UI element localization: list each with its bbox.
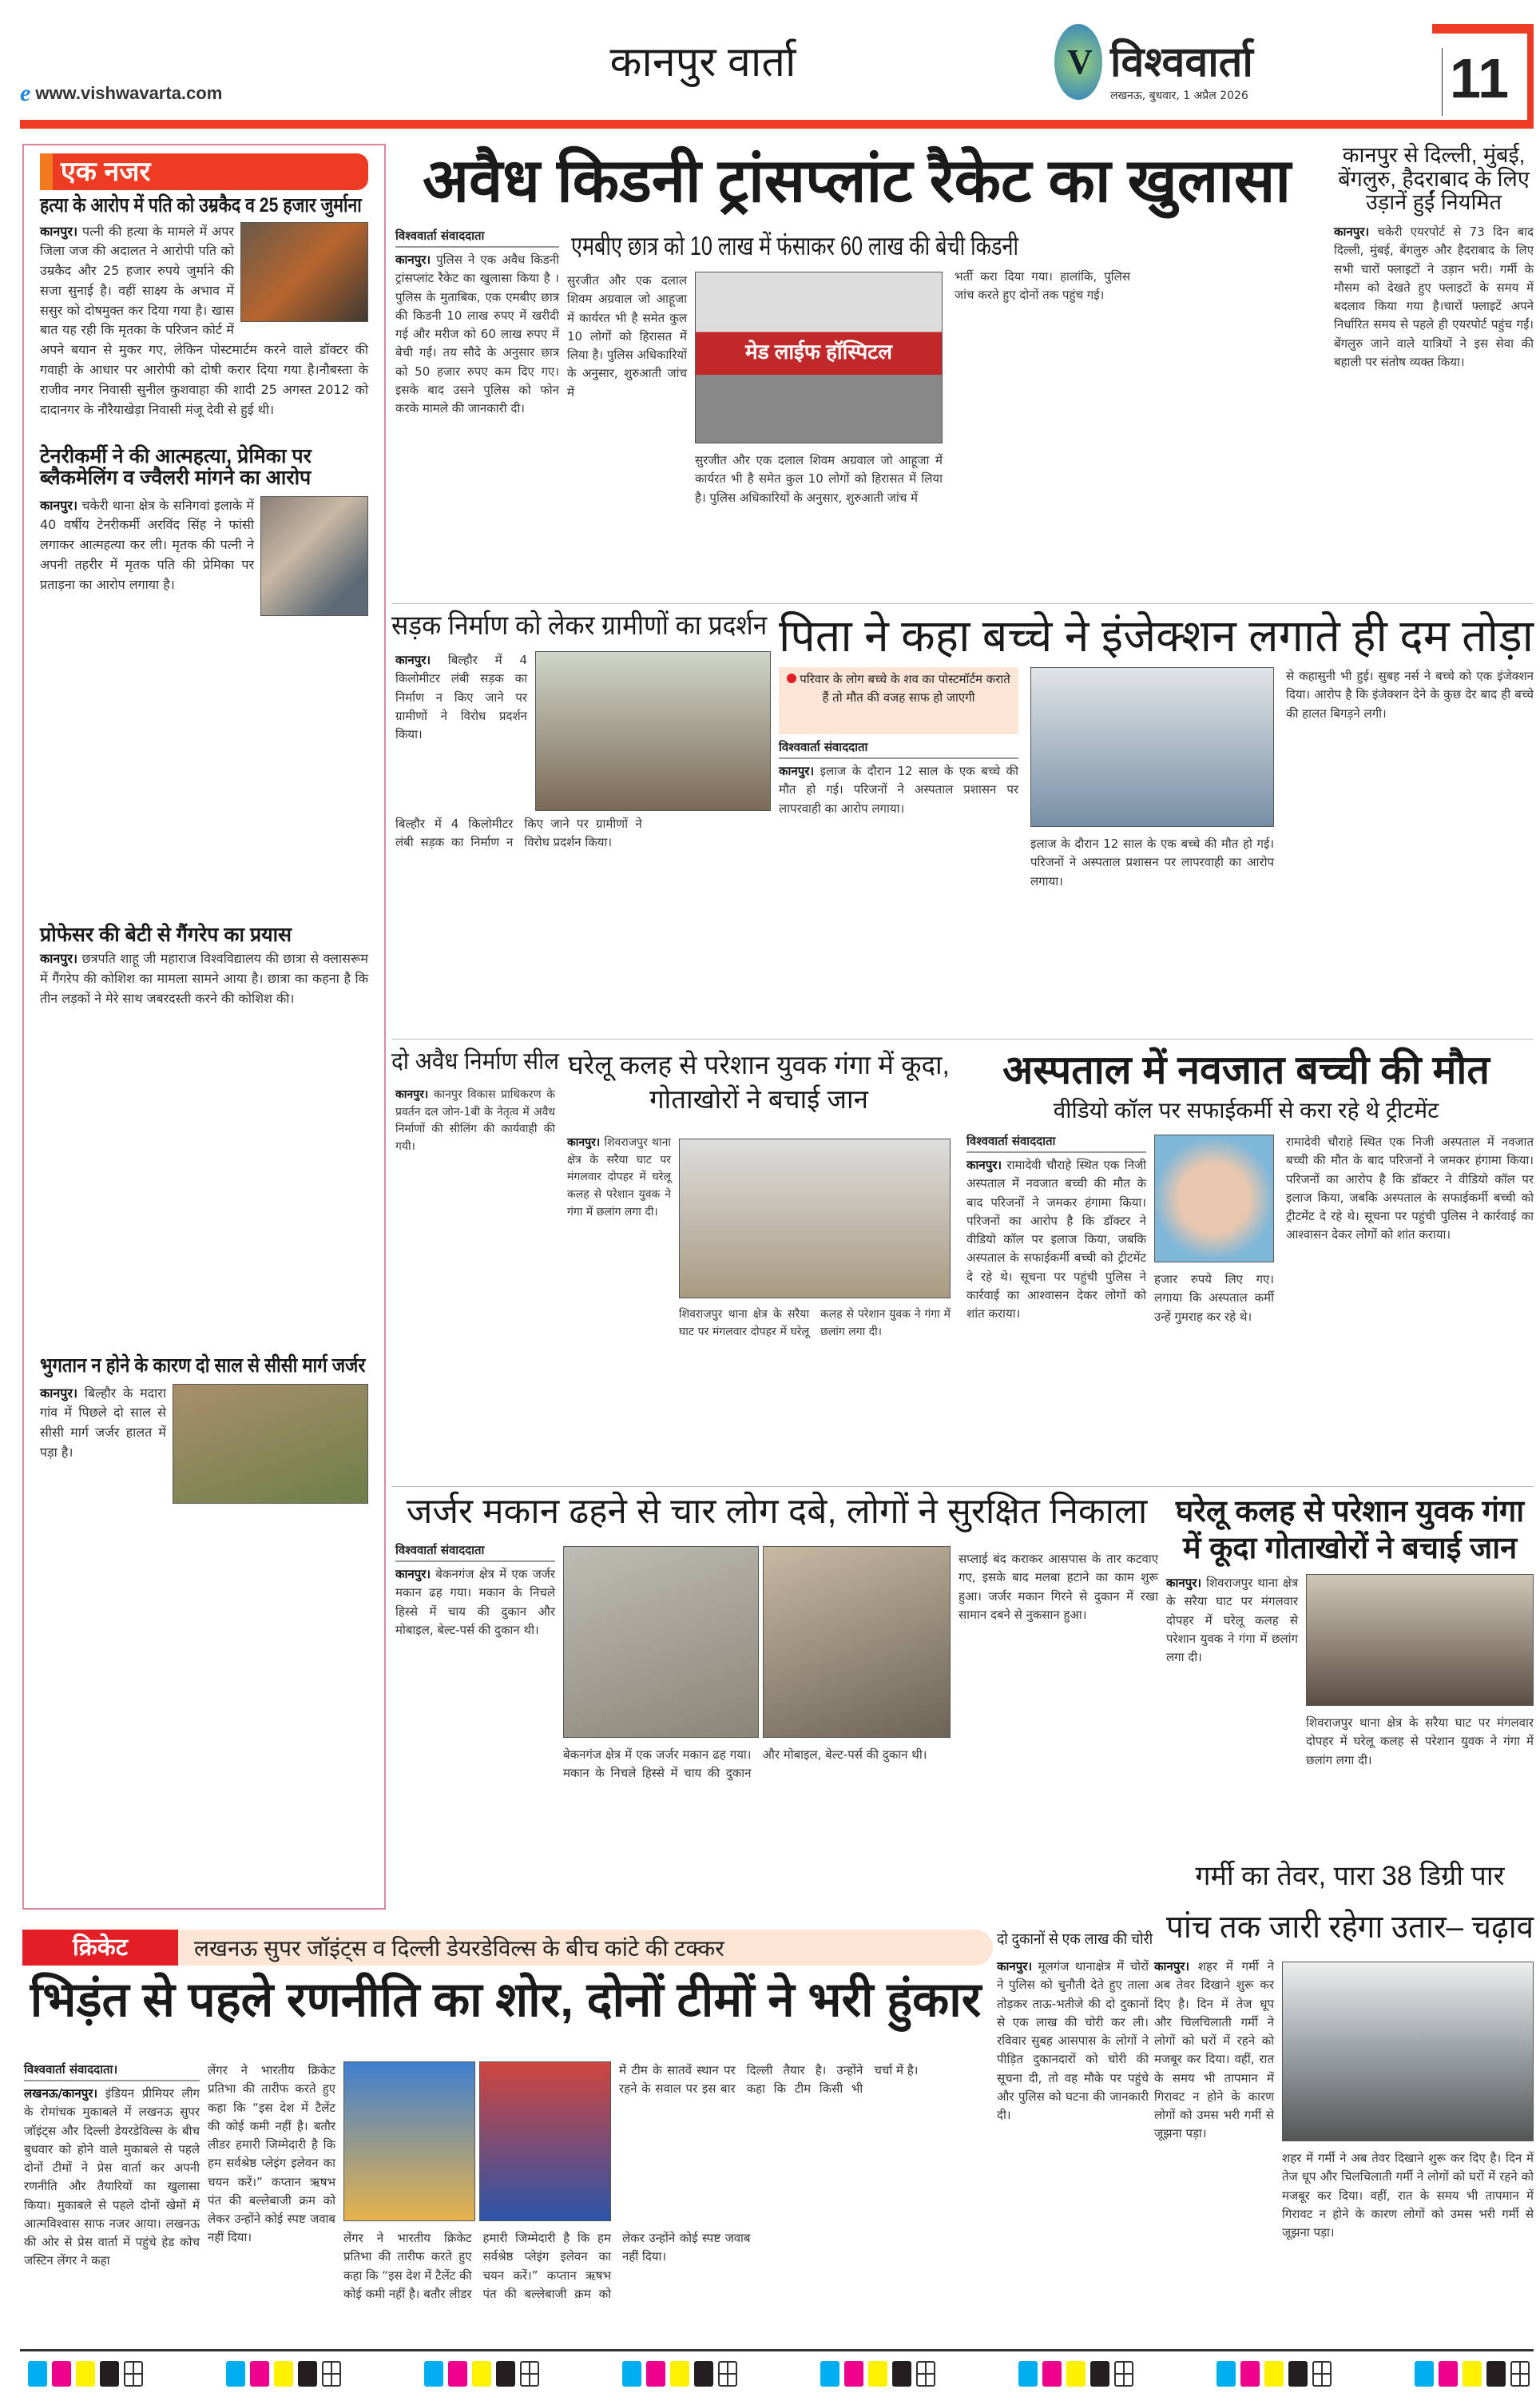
weather-subheadline: पांच तक जारी रहेगा उतार– चढ़ाव (1166, 1910, 1534, 1945)
brand-name: विश्ववार्ता (1110, 39, 1253, 85)
registration-cross-icon (1312, 2361, 1332, 2387)
cricket-col4: में टीम के सातवें स्थान पर रहने के सवाल पर इस बार दिल्ली तैयार है। उन्होंने कहा कि टीम किसी भी चर्चा में है। (619, 2063, 919, 2097)
color-registration-mark (424, 2361, 539, 2387)
website-link[interactable]: e www.vishwavarta.com (20, 80, 223, 106)
seal-headline[interactable]: दो अवैध निर्माण सील (391, 1048, 559, 1075)
cricket-strap: लखनऊ सुपर जॉइंट्स व दिल्ली डेयरडेविल्स के बीच कांटे की टक्कर (194, 1935, 724, 1961)
newborn-photo (1154, 1135, 1274, 1262)
color-swatch (868, 2361, 887, 2387)
sidebar-story-1[interactable]: हत्या के आरोप में पति को उम्रकैद व 25 हजार जुर्माना कानपुर। पत्नी की हत्या के मामले में अपर जिला जज की अदालत ने आरोपी पति को उम्रकैद और 25 हजार रुपये जुर्माने की सजा सुनाई है। वहीं साक्ष्य के अभाव में ससुर को दोषमुक्त कर दिया गया है। खास बात यह रही कि मृतका के परिजन कोर्ट में अपने बयान से मुकर गए, लेकिन पोस्टमार्टम करने वाले डॉक्टर की गवाही के आधार पर आरोपी को दोषी करार दिया गया है।नौबस्ता के राजीव नगर निवासी सुनील कुशवाहा की शादी 25 अगस्त 2012 को दादानगर के नौरैयाखेड़ा निवासी मंजू देवी से हुई थी। (40, 194, 368, 417)
theft-body: कानपुर। मूलगंज थानाक्षेत्र में चोरों ने पुलिस को चुनौती देते हुए ताला तोड़कर ताऊ-भतीजे की दो दुकानों से एक लाख की चोरी कर ली। रविवार सुबह आसपास के लोगों ने पीड़ित दुकानदारों को चोरी की सूचना दी, तो वह मौके पर पहुंचे और पुलिस को घटना की जानकारी दी। (997, 1959, 1149, 2122)
color-registration-mark (1018, 2361, 1133, 2387)
color-registration-mark (1217, 2361, 1332, 2387)
registration-cross-icon (916, 2361, 935, 2387)
color-swatch (76, 2361, 95, 2387)
color-swatch (448, 2361, 467, 2387)
bullet-icon (787, 674, 796, 683)
newborn-col1: विश्ववार्ता संवाददाता कानपुर। रामादेवी चौराहे स्थित एक निजी अस्पताल में नवजात बच्ची की मौत के बाद परिजनों ने जमकर हंगामा किया। परिजनों का आरोप है कि डॉक्टर ने वीडियो कॉल पर इलाज किया, जबकि अस्पताल के सफाईकर्मी बच्ची को ट्रीटमेंट दे रहे थे। सूचना पर पहुंची पुलिस ने कार्रवाई का आश्वासन देकर लोगों को शांत कराया। (966, 1134, 1146, 1321)
color-swatch (472, 2361, 491, 2387)
cricket-col1: विश्ववार्ता संवाददाता। लखनऊ/कानपुर। इंडियन प्रीमियर लीग के रोमांचक मुकाबले में लखनऊ सुपर जॉइंट्स और दिल्ली डेयरडेविल्स के बीच बुधवार को होने वाले मुकाबले से पहले दोनों टीमों ने प्रेस वार्ता कर अपनी रणनीति और तैयारियों का खुलासा किया। मुकाबले से पहले दोनों खेमों में आत्मविश्वास साफ नजर आया। लखनऊ की ओर से प्रेस वार्ता में पहुंचे हेड कोच जस्टिन लेंगर ने कहा (24, 2062, 200, 2268)
ganga2-body-cont: शिवराजपुर थाना क्षेत्र के सरैया घाट पर मंगलवार दोपहर में घरेलू कलह से परेशान युवक ने गंगा में छलांग लगा दी। (1306, 1715, 1534, 1767)
hospital-photo: मेड लाईफ हॉस्पिटल (695, 272, 943, 443)
color-swatch (1264, 2361, 1284, 2387)
ganga-body-cont: शिवराजपुर थाना क्षेत्र के सरैया घाट पर मंगलवार दोपहर में घरेलू कलह से परेशान युवक ने गंगा में छलांग लगा दी। (679, 1308, 951, 1338)
airport-story[interactable]: कानपुर से दिल्ली, मुंबई, बेंगलुरु, हैदराबाद के लिए उड़ानें हुईं नियमित कानपुर। चकेरी एयरपोर्ट से 73 दिन बाद दिल्ली, मुंबई, बेंगलुरु और हैदराबाद के लिए सभी चारों फ्लाइटों ने उड़ान भरी। गर्मी के मौसम को देखते हुए फ्लाइटों के समय में बदलाव किया गया है।चारों फ्लाइटें अपने निर्धारित समय से पहले ही एयरपोर्ट पहुंच गईं। बेंगलुरु जाने वाले यात्रियों ने इस सेवा की बहाली पर संतोष व्यक्त किया। (1334, 143, 1534, 369)
page-number: 11 (1450, 47, 1509, 109)
sidebar-story-2[interactable]: टेनरीकर्मी ने की आत्महत्या, प्रेमिका पर ब्लैकमेलिंग व ज्वैलरी मांगने का आरोप कानपुर। चकेरी थाना क्षेत्र के सनिगवां इलाके में 40 वर्षीय टेनरीकर्मी अरविंद सिंह ने फांसी लगाकर आत्महत्या कर ली। मृतक की पत्नी ने अपनी तहरीर में मृतक पति की प्रेमिका पर प्रताड़ना का आरोप लगाया है। (40, 446, 368, 920)
road-body: कानपुर। बिल्हौर में 4 किलोमीटर लंबी सड़क का निर्माण न किए जाने पर ग्रामीणों ने विरोध प्रदर्शन किया। (395, 653, 527, 741)
color-swatch (1486, 2361, 1506, 2387)
cricket-col3: लेंगर ने भारतीय क्रिकेट प्रतिभा की तारीफ करते हुए कहा कि “इस देश में टैलेंट की कोई कमी नहीं है। बतौर लीडर हमारी जिम्मेदारी है कि हम सर्वश्रेष्ठ प्लेइंग इलेवन का चयन करें।” कप्तान ऋषभ पंत की बल्लेबाजी क्रम को लेकर उन्होंने कोई स्पष्ट जवाब नहीं दिया। (343, 2231, 751, 2301)
color-swatch (1240, 2361, 1260, 2387)
weather-body-cont: शहर में गर्मी ने अब तेवर दिखाने शुरू कर दिए है। दिन में तेज धूप और चिलचिलाती गर्मी ने लोगों को घरों में रहने को मजबूर कर दिया। वहीं, रात के समय भी तापमान में गिरावट न होने के कारण लोगों को उमस भरी गर्मी से जूझना पड़ा। (1282, 2151, 1534, 2240)
color-registration-mark (820, 2361, 935, 2387)
divider (391, 1486, 1534, 1487)
collapse-col3: सप्लाई बंद कराकर आसपास के तार कटवाए गए, इसके बाद मलबा हटाने का काम शुरू हुआ। जर्जर मकान गिरने से दुकान में रखा सामान दबने से नुकसान हुआ। (959, 1552, 1158, 1622)
color-swatch (496, 2361, 515, 2387)
lead-body-col3: भर्ती करा दिया गया। हालांकि, पुलिस जांच करते हुए दोनों तक पहुंच गई। (955, 269, 1130, 303)
color-swatch (844, 2361, 863, 2387)
lead-headline[interactable]: अवैध किडनी ट्रांसप्लांट रैकेट का खुलासा (422, 147, 1292, 215)
color-registration-mark (226, 2361, 341, 2387)
v-logo-icon: V (1067, 42, 1093, 81)
injection-col2: इलाज के दौरान 12 साल के एक बच्चे की मौत हो गई। परिजनों ने अस्पताल प्रशासन पर लापरवाही का आरोप लगाया। (1030, 837, 1274, 888)
lead-subheadline: एमबीए छात्र को 10 लाख में फंसाकर 60 लाख की बेची किडनी (571, 231, 1019, 260)
color-swatch (1288, 2361, 1308, 2387)
color-registration-mark (622, 2361, 737, 2387)
registration-cross-icon (322, 2361, 341, 2387)
color-swatch (250, 2361, 269, 2387)
collapse-col2: बेकनगंज क्षेत्र में एक जर्जर मकान ढह गया। मकान के निचले हिस्से में चाय की दुकान और मोबाइल, बेल्ट-पर्स की दुकान थी। (563, 1747, 927, 1781)
color-swatch (1042, 2361, 1062, 2387)
color-swatch (1018, 2361, 1038, 2387)
print-color-marks (28, 2361, 1530, 2387)
color-swatch (892, 2361, 911, 2387)
color-swatch (694, 2361, 713, 2387)
theft-headline[interactable]: दो दुकानों से एक लाख की चोरी (997, 1931, 1153, 1948)
browser-e-icon: e (20, 80, 31, 106)
weather-body: कानपुर। शहर में गर्मी ने अब तेवर दिखाने शुरू कर दिए है। दिन में तेज धूप और चिलचिलाती गर्मी ने लोगों को घरों में रहने को मजबूर कर दिया। वहीं, रात के समय भी तापमान में गिरावट न होने के कारण लोगों को उमस भरी गर्मी से जूझना पड़ा। (1154, 1959, 1274, 2141)
color-swatch (424, 2361, 443, 2387)
protest-photo (535, 651, 771, 811)
newborn-headline[interactable]: अस्पताल में नवजात बच्ची की मौत (1002, 1047, 1490, 1092)
divider (1442, 48, 1443, 116)
player-photo (479, 2061, 611, 2221)
coach-photo (343, 2061, 475, 2221)
deceased-photo (260, 496, 368, 616)
cricket-col2: लेंगर ने भारतीय क्रिकेट प्रतिभा की तारीफ करते हुए कहा कि “इस देश में टैलेंट की कोई कमी नहीं है। बतौर लीडर हमारी जिम्मेदारी है कि हम सर्वश्रेष्ठ प्लेइंग इलेवन का चयन करें।” कप्तान ऋषभ पंत की बल्लेबाजी क्रम को लेकर उन्होंने कोई स्पष्ट जवाब नहीं दिया। (208, 2063, 335, 2245)
ganga2-headline[interactable]: घरेलू कलह से परेशान युवक गंगा में कूदा गोताखोरों ने बचाई जान (1175, 1495, 1525, 1565)
color-swatch (1066, 2361, 1086, 2387)
cricket-tag: क्रिकेट (22, 1930, 178, 1966)
street-photo (1282, 1962, 1534, 2141)
road-body-cont: बिल्हौर में 4 किलोमीटर लंबी सड़क का निर्माण न किए जाने पर ग्रामीणों ने विरोध प्रदर्शन किया। (395, 817, 642, 850)
color-swatch (52, 2361, 71, 2387)
sidebar-label: एक नजर (40, 153, 368, 190)
color-swatch (1463, 2361, 1482, 2387)
color-swatch (646, 2361, 665, 2387)
color-swatch (28, 2361, 47, 2387)
divider (391, 1039, 1534, 1040)
hospital-ward-photo (1030, 667, 1274, 827)
police-photo (1306, 1574, 1534, 1706)
sidebar-story-4[interactable]: भुगतान न होने के कारण दो साल से सीसी मार्ग जर्जर कानपुर। बिल्हौर के मदारा गांव में पिछले दो साल से सीसी मार्ग जर्जर हालत में पड़ा है। (40, 1355, 368, 1648)
collapse-headline[interactable]: जर्जर मकान ढहने से चार लोग दबे, लोगों ने सुरक्षित निकाला (406, 1492, 1148, 1531)
color-registration-mark (1415, 2361, 1530, 2387)
registration-cross-icon (520, 2361, 539, 2387)
color-swatch (1415, 2361, 1434, 2387)
ganga-photo (679, 1139, 951, 1298)
header-rule (20, 120, 1534, 129)
injection-col1: विश्ववार्ता संवाददाता कानपुर। इलाज के दौरान 12 साल के एक बच्चे की मौत हो गई। परिजनों ने अस्पताल प्रशासन पर लापरवाही का आरोप लगाया। (779, 740, 1018, 816)
dateline: लखनऊ, बुधवार, 1 अप्रैल 2026 (1110, 89, 1248, 102)
ganga-headline[interactable]: घरेलू कलह से परेशान युवक गंगा में कूदा, गोताखोरों ने बचाई जान (568, 1050, 950, 1114)
color-registration-mark (28, 2361, 143, 2387)
footer-rule (20, 2349, 1534, 2351)
lead-body-col4: सुरजीत और एक दलाल शिवम अग्रवाल जो आहूजा में कार्यरत भी है समेत कुल 10 लोगों को हिरासत में लिया है। पुलिस अधिकारियों के अनुसार, शुरुआती जांच में (695, 453, 943, 505)
cricket-headline[interactable]: भिड़ंत से पहले रणनीति का शोर, दोनों टीमों ने भरी हुंकार (30, 1973, 982, 2026)
injection-headline[interactable]: पिता ने कहा बच्चे ने इंजेक्शन लगाते ही दम तोड़ा (779, 610, 1534, 661)
registration-cross-icon (124, 2361, 143, 2387)
color-swatch (1439, 2361, 1458, 2387)
newborn-subheadline: वीडियो कॉल पर सफाईकर्मी से करा रहे थे ट्रीटमेंट (1053, 1098, 1439, 1123)
newborn-col3: रामादेवी चौराहे स्थित एक निजी अस्पताल में नवजात बच्ची की मौत के बाद परिजनों ने जमकर हंगामा किया। परिजनों का आरोप है कि डॉक्टर ने वीडियो कॉल पर इलाज किया, जबकि अस्पताल के सफाईकर्मी बच्ची को ट्रीटमेंट दे रहे थे। सूचना पर पहुंची पुलिस ने कार्रवाई का आश्वासन देकर लोगों को शांत कराया। (1286, 1135, 1534, 1242)
color-swatch (100, 2361, 119, 2387)
gavel-photo (240, 222, 368, 322)
lead-byline-col: विश्ववार्ता संवाददाता कानपुर। पुलिस ने एक अवैध किडनी ट्रांसप्लांट रैकेट का खुलासा किया है । पुलिस के मुताबिक, एक एमबीए छात्र की किडनी 10 लाख रुपए में खरीदी गई और मरीज को 60 लाख रुपए में बेची गई। तय सौदे के अनुसार छात्र को 50 हजार रुपए कम दिए गए। इसके बाद उसने पुलिस को फोन करके मामले की जानकारी दी। (395, 229, 559, 415)
pullquote: परिवार के लोग बच्चे के शव का पोस्टमॉर्टम कराते हैं तो मौत की वजह साफ हो जाएगी (779, 667, 1018, 734)
lead-body-col2: सुरजीत और एक दलाल शिवम अग्रवाल जो आहूजा में कार्यरत भी है समेत कुल 10 लोगों को हिरासत में लिया है। पुलिस अधिकारियों के अनुसार, शुरुआती जांच में (567, 273, 687, 400)
seal-body: कानपुर। कानपुर विकास प्राधिकरण के प्रवर्तन दल जोन-1बी के नेतृत्व में अवैध निर्माणों की सीलिंग की कार्यवाही की गयी। (395, 1088, 556, 1154)
sidebar-story-3[interactable]: प्रोफेसर की बेटी से गैंगरेप का प्रयास कानपुर। छत्रपति शाहू जी महाराज विश्वविद्यालय की छात्रा से क्लासरूम में गैंगरेप की कोशिश का मामला सामने आया है। छात्रा का कहना है कि तीन लड़कों ने मेरे साथ जबरदस्ती करने की कोशिश की। (40, 923, 368, 1006)
color-swatch (1090, 2361, 1109, 2387)
brand-logo (1054, 24, 1102, 100)
road-headline[interactable]: सड़क निर्माण को लेकर ग्रामीणों का प्रदर्शन (391, 610, 768, 641)
color-swatch (274, 2361, 293, 2387)
newborn-col2: हजार रुपये लिए गए। लगाया कि अस्पताल कर्मी उन्हें गुमराह कर रहे थे। (1154, 1272, 1274, 1324)
road-photo (173, 1384, 368, 1504)
section-title: कानपुर वार्ता (609, 39, 796, 85)
sidebar-ek-nazar (22, 144, 386, 1910)
registration-cross-icon (1114, 2361, 1133, 2387)
collapse-photo-2 (763, 1546, 951, 1738)
ganga-body: कानपुर। शिवराजपुर थाना क्षेत्र के सरैया घाट पर मंगलवार दोपहर में घरेलू कलह से परेशान युवक ने गंगा में छलांग लगा दी। (567, 1136, 671, 1218)
ganga2-body: कानपुर। शिवराजपुर थाना क्षेत्र के सरैया घाट पर मंगलवार दोपहर में घरेलू कलह से परेशान युवक ने गंगा में छलांग लगा दी। (1166, 1576, 1298, 1664)
collapse-photo-1 (563, 1546, 759, 1738)
registration-cross-icon (718, 2361, 737, 2387)
cricket-band (22, 1930, 993, 1966)
registration-cross-icon (1510, 2361, 1530, 2387)
color-swatch (820, 2361, 839, 2387)
color-swatch (1217, 2361, 1236, 2387)
injection-col3: से कहासुनी भी हुई। सुबह नर्स ने बच्चे को एक इंजेक्शन दिया। आरोप है कि इंजेक्शन देने के कुछ देर बाद ही बच्चे की हालत बिगड़ने लगी। (1286, 669, 1534, 721)
color-swatch (298, 2361, 317, 2387)
divider (391, 603, 1534, 604)
collapse-col1: विश्ववार्ता संवाददाता कानपुर। बेकनगंज क्षेत्र में एक जर्जर मकान ढह गया। मकान के निचले हिस्से में चाय की दुकान और मोबाइल, बेल्ट-पर्स की दुकान थी। (395, 1543, 555, 1637)
weather-headline[interactable]: गर्मी का तेवर, पारा 38 डिग्री पार (1195, 1861, 1505, 1891)
color-swatch (670, 2361, 689, 2387)
color-swatch (622, 2361, 641, 2387)
color-swatch (226, 2361, 245, 2387)
